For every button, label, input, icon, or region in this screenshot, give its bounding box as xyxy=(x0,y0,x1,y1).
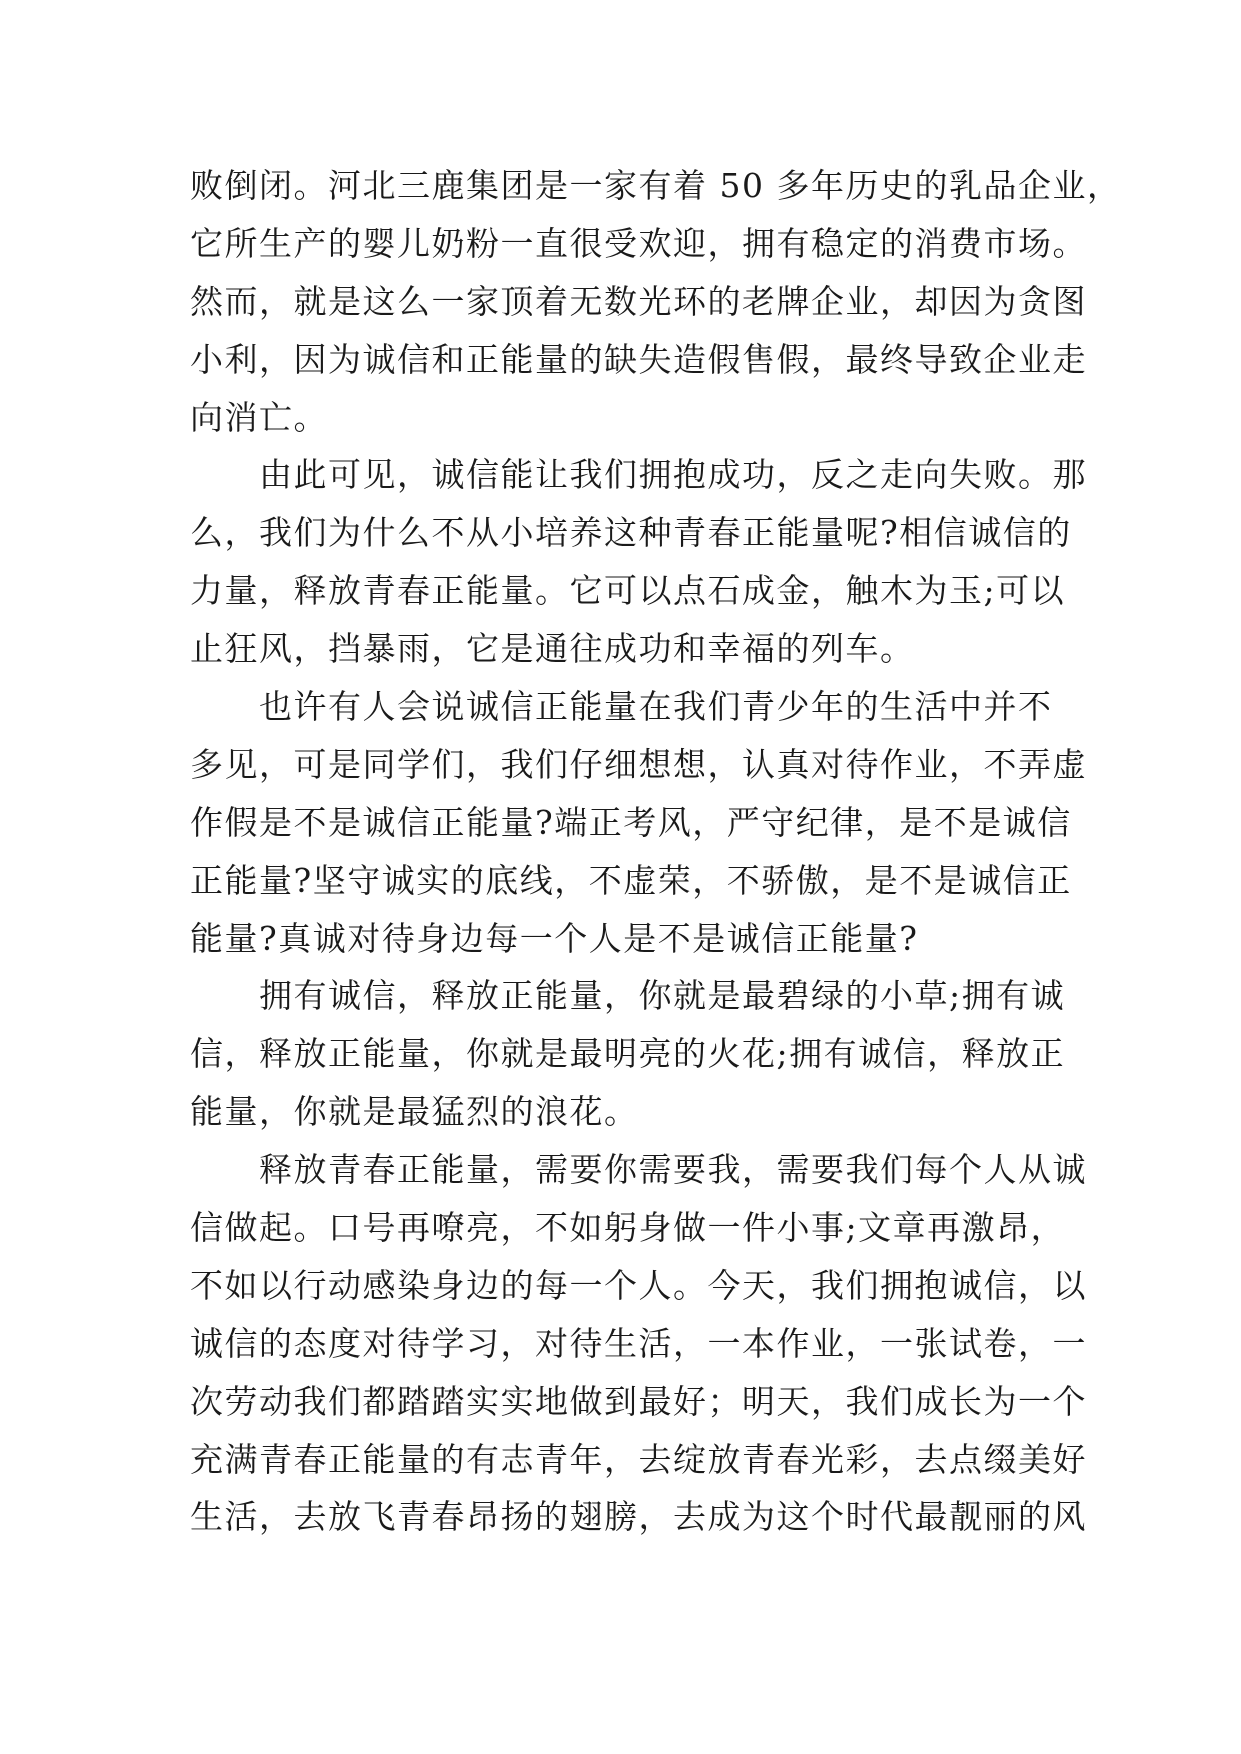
text-line: 释放青春正能量，需要你需要我，需要我们每个人从诚 xyxy=(190,1150,1087,1190)
text-line: 小利，因为诚信和正能量的缺失造假售假，最终导致企业走 xyxy=(190,339,1087,379)
text-line: 也许有人会说诚信正能量在我们青少年的生活中并不 xyxy=(190,687,1053,727)
text-line: 然而，就是这么一家顶着无数光环的老牌企业，却因为贪图 xyxy=(190,281,1087,321)
document-body xyxy=(190,157,1122,1546)
text-line: 能量，你就是最猛烈的浪花。 xyxy=(190,1092,639,1132)
text-line: 诚信的态度对待学习，对待生活，一本作业，一张试卷，一 xyxy=(190,1323,1087,1363)
text-line: 生活，去放飞青春昂扬的翅膀，去成为这个时代最靓丽的风 xyxy=(190,1497,1087,1537)
text-line: 能量?真诚对待身边每一个人是不是诚信正能量? xyxy=(190,918,919,958)
text-line: 信，释放正能量，你就是最明亮的火花;拥有诚信，释放正 xyxy=(190,1034,1066,1074)
text-line: 向消亡。 xyxy=(190,397,328,437)
text-line: 作假是不是诚信正能量?端正考风，严守纪律，是不是诚信 xyxy=(190,802,1072,842)
text-line: 不如以行动感染身边的每一个人。今天，我们拥抱诚信，以 xyxy=(190,1265,1087,1305)
text-line: 它所生产的婴儿奶粉一直很受欢迎，拥有稳定的消费市场。 xyxy=(190,223,1087,263)
text-line: 么，我们为什么不从小培养这种青春正能量呢?相信诚信的 xyxy=(190,513,1072,553)
text-line: 正能量?坚守诚实的底线，不虚荣，不骄傲，是不是诚信正 xyxy=(190,860,1072,900)
text-line: 多见，可是同学们，我们仔细想想，认真对待作业，不弄虚 xyxy=(190,744,1087,784)
text-line: 败倒闭。河北三鹿集团是一家有着 50 多年历史的乳品企业， xyxy=(190,166,1122,205)
text-line: 充满青春正能量的有志青年，去绽放青春光彩，去点缀美好 xyxy=(190,1439,1087,1479)
text-line: 由此可见，诚信能让我们拥抱成功，反之走向失败。那 xyxy=(190,455,1087,495)
text-line: 次劳动我们都踏踏实实地做到最好；明天，我们成长为一个 xyxy=(190,1381,1087,1421)
text-line: 信做起。口号再嘹亮，不如躬身做一件小事;文章再激昂， xyxy=(190,1208,1066,1248)
text-line: 拥有诚信，释放正能量，你就是最碧绿的小草;拥有诚 xyxy=(190,976,1066,1016)
text-line: 止狂风，挡暴雨，它是通往成功和幸福的列车。 xyxy=(190,629,915,669)
text-line: 力量，释放青春正能量。它可以点石成金，触木为玉;可以 xyxy=(190,571,1066,611)
